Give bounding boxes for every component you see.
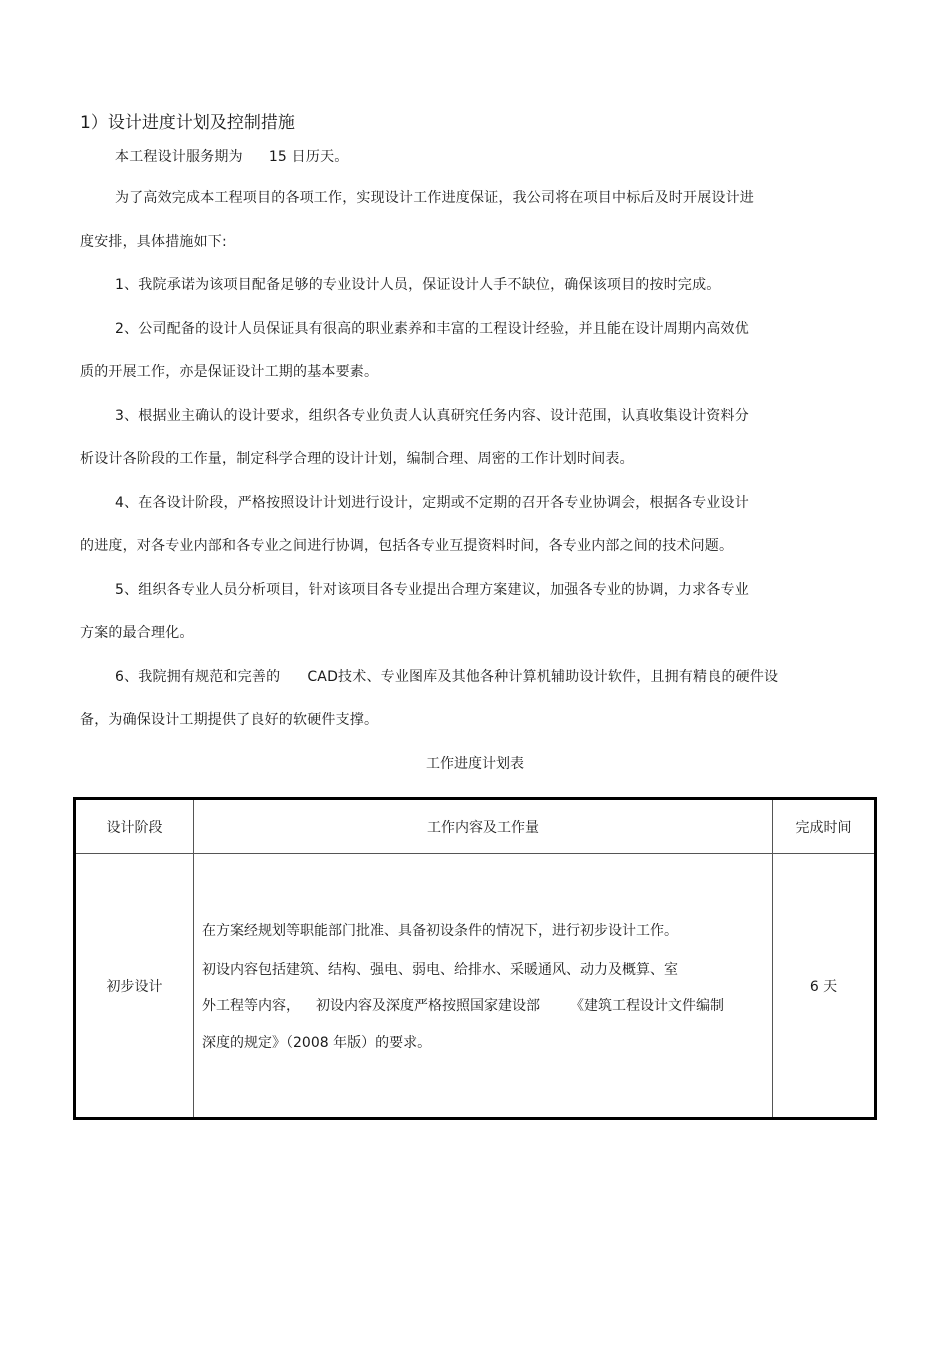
cell-time: 6 天 — [773, 854, 876, 1119]
content-fragment: 外工程等内容， — [202, 998, 300, 1014]
paragraph-6-line — [115, 666, 778, 686]
paragraph-6-part-a: 6、我院拥有规范和完善的 — [115, 669, 281, 685]
paragraph-line: 1、我院承诺为该项目配备足够的专业设计人员，保证设计人手不缺位，确保该项目的按时完成。 — [115, 277, 721, 293]
section-heading: 1）设计进度计划及控制措施 — [80, 113, 295, 133]
paragraph-line: 为了高效完成本工程项目的各项工作，实现设计工作进度保证，我公司将在项目中标后及时开展设计进 — [115, 190, 754, 206]
paragraph-line: 度安排，具体措施如下: — [80, 234, 227, 250]
service-period-line — [115, 146, 348, 166]
paragraph-line: 2、公司配备的设计人员保证具有很高的职业素养和丰富的工程设计经验，并且能在设计周期内高效优 — [115, 321, 749, 337]
paragraph-line: 方案的最合理化。 — [80, 625, 194, 641]
paragraph-line: 质的开展工作，亦是保证设计工期的基本要素。 — [80, 364, 379, 380]
header-stage: 设计阶段 — [75, 799, 194, 854]
cell-content — [194, 854, 773, 1119]
content-line: 初设内容包括建筑、结构、强电、弱电、给排水、采暖通风、动力及概算、室 — [202, 962, 678, 978]
content-line: 深度的规定》（2008 年版）的要求。 — [202, 1035, 432, 1051]
paragraph-line: 5、组织各专业人员分析项目，针对该项目各专业提出合理方案建议，加强各专业的协调，力求各专业 — [115, 582, 749, 598]
header-time: 完成时间 — [773, 799, 876, 854]
paragraph-6-part-b: CAD技术、专业图库及其他各种计算机辅助设计软件，且拥有精良的硬件设 — [307, 669, 779, 685]
schedule-table — [73, 797, 877, 1120]
content-fragment: 《建筑工程设计文件编制 — [570, 998, 724, 1014]
paragraph-line: 的进度，对各专业内部和各专业之间进行协调，包括各专业互提资料时间，各专业内部之间的技术问题。 — [80, 538, 734, 554]
paragraph-line: 3、根据业主确认的设计要求，组织各专业负责人认真研究任务内容、设计范围，认真收集设计资料分 — [115, 408, 749, 424]
service-period-days: 15 日历天。 — [268, 149, 349, 165]
content-line: 在方案经规划等职能部门批准、具备初设条件的情况下，进行初步设计工作。 — [202, 923, 678, 939]
service-period-label: 本工程设计服务期为 — [115, 149, 243, 165]
header-content: 工作内容及工作量 — [194, 799, 773, 854]
table-row — [75, 854, 876, 1119]
table-header-row — [75, 799, 876, 854]
paragraph-line: 4、在各设计阶段，严格按照设计计划进行设计，定期或不定期的召开各专业协调会，根据各专业设计 — [115, 495, 749, 511]
content-line — [202, 995, 724, 1015]
cell-stage: 初步设计 — [75, 854, 194, 1119]
table-title: 工作进度计划表 — [426, 756, 524, 772]
content-fragment: 初设内容及深度严格按照国家建设部 — [316, 998, 540, 1014]
paragraph-line: 备，为确保设计工期提供了良好的软硬件支撑。 — [80, 712, 379, 728]
paragraph-line: 析设计各阶段的工作量，制定科学合理的设计计划，编制合理、周密的工作计划时间表。 — [80, 451, 634, 467]
